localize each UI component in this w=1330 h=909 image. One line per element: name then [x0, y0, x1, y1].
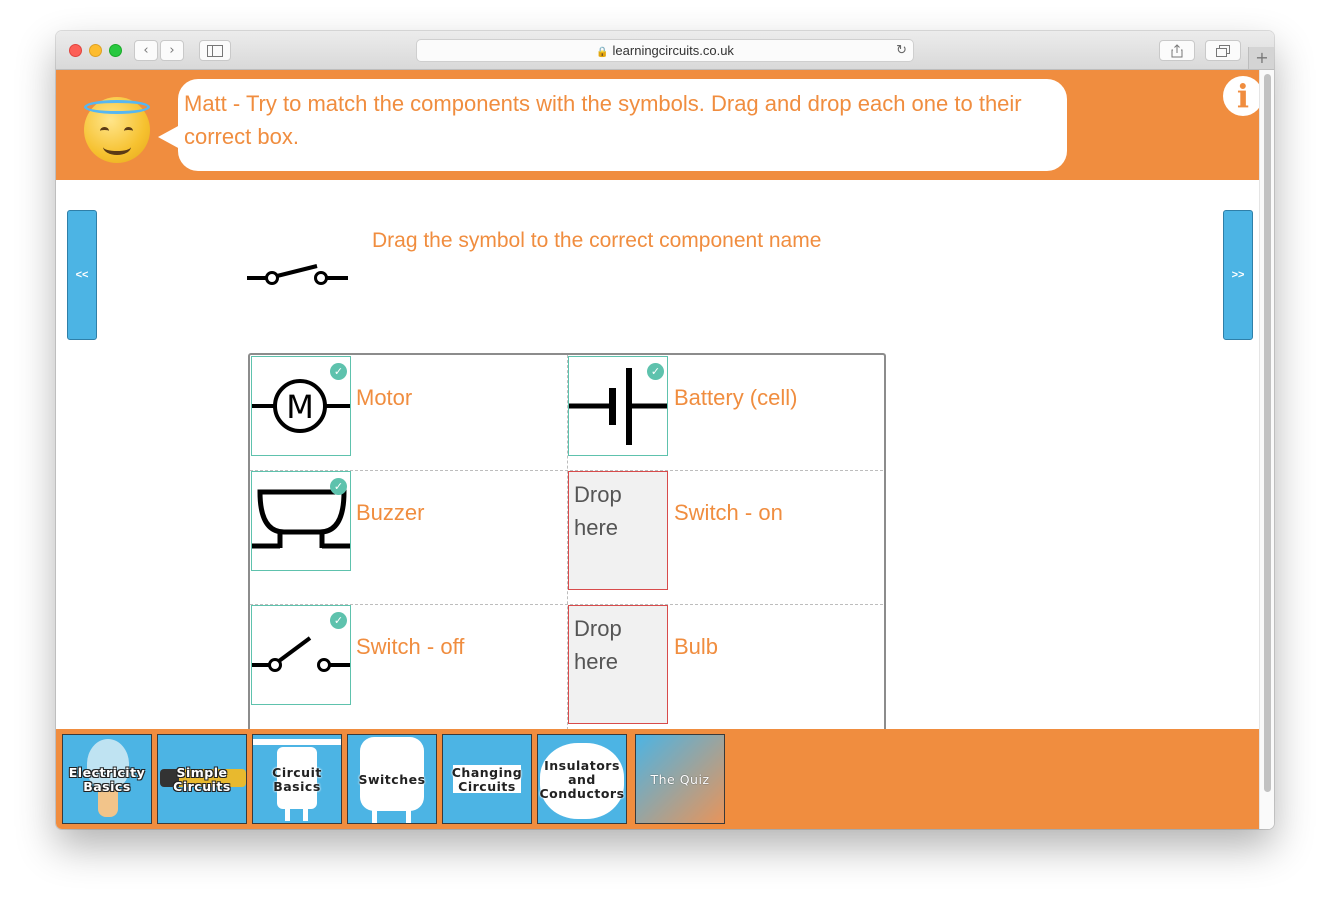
avatar-eye — [124, 127, 133, 135]
tile-label: Basics — [273, 779, 321, 794]
tile-label: Circuits — [173, 779, 231, 794]
speech-bubble — [178, 79, 1067, 171]
page-scrollbar[interactable] — [1259, 70, 1274, 829]
info-icon[interactable]: i — [1223, 76, 1263, 116]
minimize-window-button[interactable] — [89, 44, 102, 57]
tile-label: Switches — [358, 772, 426, 787]
address-bar[interactable] — [416, 39, 914, 62]
circuit-basics-icon-leg — [303, 809, 308, 821]
share-icon — [1171, 44, 1183, 58]
tile-label: Basics — [83, 779, 131, 794]
zoom-window-button[interactable] — [109, 44, 122, 57]
topic-tile-insulators-conductors[interactable] — [537, 734, 627, 824]
drop-zone-switch-on[interactable]: Drop here — [568, 471, 668, 590]
drop-zone-bulb[interactable]: Drop here — [568, 605, 668, 724]
back-button[interactable] — [134, 40, 158, 61]
share-button[interactable] — [1159, 40, 1195, 61]
component-label: Motor — [356, 385, 413, 410]
topic-tile-switches[interactable] — [347, 734, 437, 824]
new-tab-button[interactable]: + — [1248, 47, 1274, 69]
avatar-eye — [100, 127, 109, 135]
halo-icon — [84, 100, 150, 114]
tile-label: Circuit — [272, 765, 322, 780]
message-header — [56, 70, 1259, 180]
activity-instruction: Drag the symbol to the correct component name — [372, 229, 822, 252]
draggable-switch-on-symbol[interactable] — [247, 261, 349, 298]
correct-check-icon: ✓ — [647, 363, 664, 380]
battery-symbol-box[interactable] — [568, 356, 668, 456]
tile-label: Conductors — [539, 786, 625, 801]
browser-window — [56, 31, 1274, 829]
component-label: Switch - on — [674, 500, 783, 525]
circuit-basics-icon — [253, 739, 341, 745]
correct-check-icon: ✓ — [330, 478, 347, 495]
sidebar-toggle-button[interactable] — [199, 40, 231, 61]
instruction-message: Matt - Try to match the components with the symbols. Drag and drop each one to their correct box. — [184, 91, 1022, 149]
sidebar-icon — [207, 45, 223, 57]
avatar-smile — [103, 139, 131, 155]
scrollbar-thumb[interactable] — [1264, 74, 1271, 792]
forward-button[interactable] — [160, 40, 184, 61]
switch-on-icon — [247, 261, 349, 293]
motor-symbol-box[interactable] — [251, 356, 351, 456]
chevron-right-icon: › — [169, 43, 175, 58]
switches-icon-leg — [406, 809, 411, 823]
tile-label: Circuits — [458, 779, 516, 794]
tile-label: Simple — [176, 765, 228, 780]
correct-check-icon: ✓ — [330, 363, 347, 380]
component-label: Battery (cell) — [674, 385, 798, 410]
topic-tile-changing-circuits[interactable] — [442, 734, 532, 824]
speech-bubble-tail — [158, 125, 180, 149]
circuit-basics-icon-leg — [285, 809, 290, 821]
topic-tile-electricity-basics[interactable] — [62, 734, 152, 824]
next-page-button[interactable]: >> — [1223, 210, 1253, 340]
topic-tile-the-quiz[interactable] — [635, 734, 725, 824]
url-text: learningcircuits.co.uk — [612, 43, 734, 58]
matching-grid — [248, 353, 886, 733]
chevron-left-icon: ‹ — [143, 43, 149, 58]
tile-label: Changing — [451, 765, 523, 780]
correct-check-icon: ✓ — [330, 612, 347, 629]
browser-titlebar — [56, 31, 1274, 70]
component-label: Buzzer — [356, 500, 425, 525]
previous-page-button[interactable]: << — [67, 210, 97, 340]
lock-icon: 🔒 — [596, 47, 609, 58]
topic-tile-circuit-basics[interactable] — [252, 734, 342, 824]
topic-tile-simple-circuits[interactable] — [157, 734, 247, 824]
buzzer-symbol-box[interactable] — [251, 471, 351, 571]
component-label: Bulb — [674, 634, 719, 659]
component-label: Switch - off — [356, 634, 465, 659]
reload-icon[interactable]: ↻ — [896, 43, 907, 58]
topic-navigation-bar — [56, 729, 1259, 829]
tabs-icon — [1216, 45, 1230, 57]
switches-icon-leg — [372, 809, 377, 823]
tile-label: The Quiz — [650, 772, 710, 787]
motor-letter: M — [286, 388, 314, 426]
tile-label: and — [568, 772, 596, 787]
switch-off-symbol-box[interactable] — [251, 605, 351, 705]
close-window-button[interactable] — [69, 44, 82, 57]
tile-label: Electricity — [68, 765, 146, 780]
tile-label: Insulators — [544, 758, 620, 773]
tabs-overview-button[interactable] — [1205, 40, 1241, 61]
